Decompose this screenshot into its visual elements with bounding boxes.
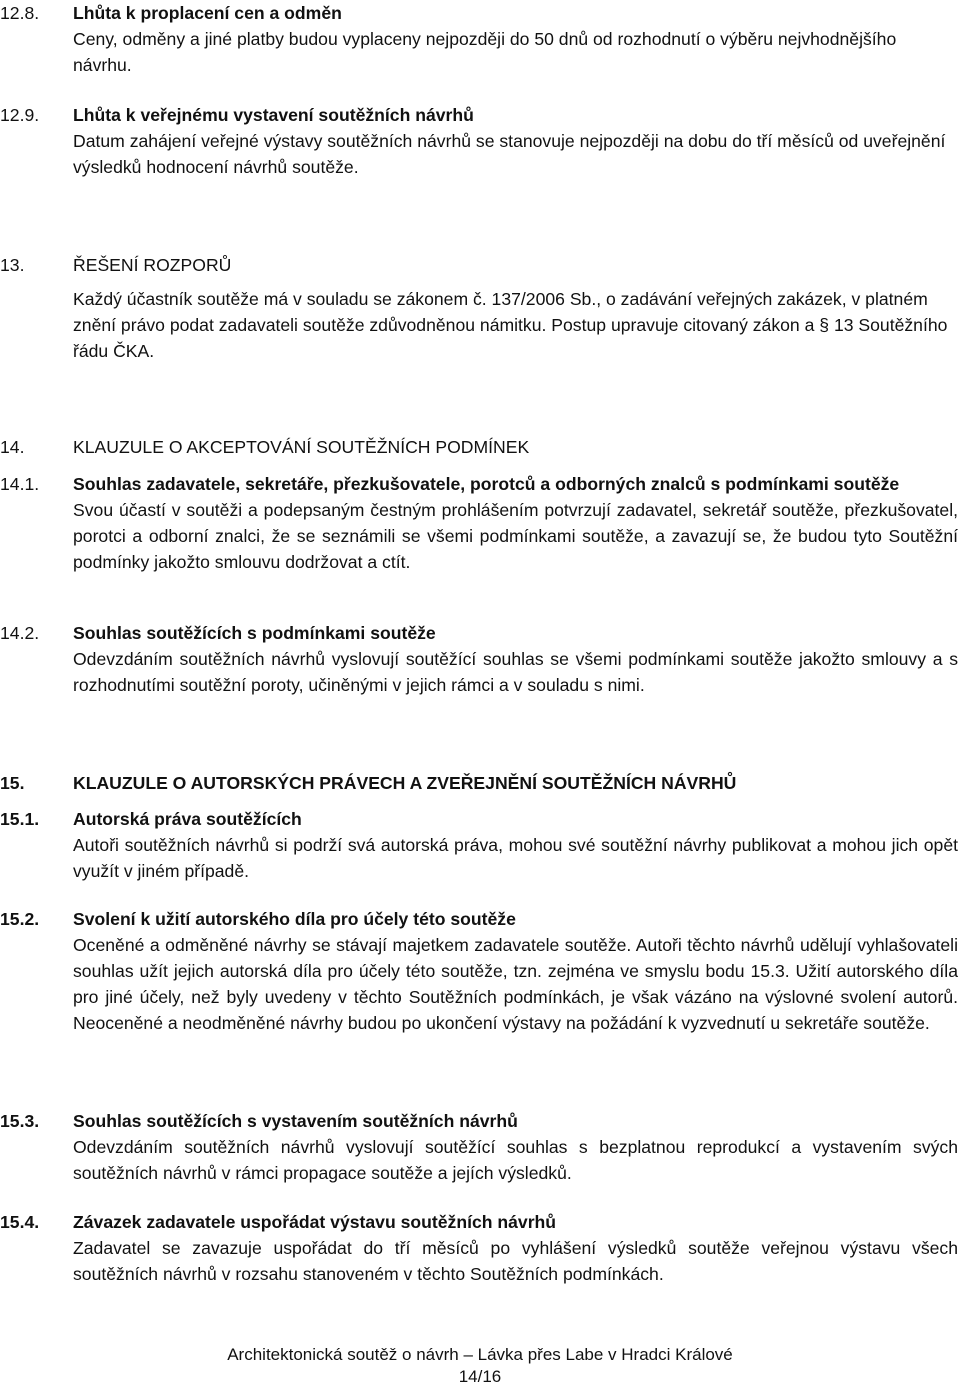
page-number-wrap (0, 1364, 960, 1390)
section-number: 12.9. (0, 105, 40, 125)
section-title: Svolení k užití autorského díla pro účely této soutěže (73, 909, 516, 929)
section-12-9 (0, 102, 960, 180)
section-14-1 (0, 471, 960, 575)
section-15-1 (0, 806, 960, 884)
section-number: 14.1. (0, 474, 40, 494)
section-text: Každý účastník soutěže má v souladu se zákonem č. 137/2006 Sb., o zadávání veřejných zakázek, v platném znění právo podat zadavateli soutěže zdůvodněnou námitku. Postup upravuje citovaný zákon a § 13 Soutěžního řádu ČKA. (73, 289, 948, 361)
section-text: Ceny, odměny a jiné platby budou vyplaceny nejpozději do 50 dnů od rozhodnutí o výběru nejvhodnějšího návrhu. (73, 29, 897, 75)
section-15 (0, 770, 960, 796)
section-title: Závazek zadavatele uspořádat výstavu soutěžních návrhů (73, 1212, 557, 1232)
section-number: 13. (0, 255, 25, 275)
section-text: Odevzdáním soutěžních návrhů vyslovují soutěžící souhlas s bezplatnou reprodukcí a vystavením svých soutěžních návrhů v rámci propagace soutěže a jejích výsledků. (73, 1137, 958, 1183)
section-text: Oceněné a odměněné návrhy se stávají majetkem zadavatele soutěže. Autoři těchto návrhů udělují vyhlašovateli souhlas užít jejich autorská díla pro účely této soutěže, tzn. zejména ve smyslu bodu 15.3. Užití autorského díla pro jiné účely, než byly uvedeny v těchto Soutěžních podmínkách, je však vázáno na výslovné svolení autorů. Neoceněné a neodměněné návrhy budou po ukončení výstavy na požádání k vyzvednutí u sekretáře soutěže. (73, 935, 958, 1033)
section-title: Lhůta k proplacení cen a odměn (73, 3, 342, 23)
section-title: Autorská práva soutěžících (73, 809, 302, 829)
section-12-8 (0, 0, 960, 78)
section-15-3 (0, 1108, 960, 1186)
section-15-4 (0, 1209, 960, 1287)
section-title: Lhůta k veřejnému vystavení soutěžních návrhů (73, 105, 474, 125)
page-number: 14/16 (458, 1367, 502, 1386)
section-text: Svou účastí v soutěži a podepsaným čestným prohlášením potvrzují zadavatel, sekretář soutěže, přezkušovatel, porotci a odborní znalci, že se seznámili se všemi podmínkami soutěže, a zavazují se, že budou tyto Soutěžní podmínky jakožto smlouvu dodržovat a ctít. (73, 500, 958, 572)
section-15-2 (0, 906, 960, 1036)
section-number: 15.4. (0, 1212, 40, 1232)
section-title: Souhlas soutěžících s podmínkami soutěže (73, 623, 436, 643)
section-14 (0, 434, 960, 460)
section-text: Zadavatel se zavazuje uspořádat do tří měsíců po vyhlášení výsledků soutěže veřejnou výstavu všech soutěžních návrhů v rozsahu stanoveném v těchto Soutěžních podmínkách. (73, 1238, 958, 1284)
section-number: 15.3. (0, 1111, 40, 1131)
section-title: KLAUZULE O AUTORSKÝCH PRÁVECH A ZVEŘEJNĚNÍ SOUTĚŽNÍCH NÁVRHŮ (73, 773, 737, 793)
section-text: Odevzdáním soutěžních návrhů vyslovují soutěžící souhlas se všemi podmínkami soutěže jakožto smlouvy a s rozhodnutími soutěžní poroty, učiněnými v jejich rámci a v souladu s nimi. (73, 649, 958, 695)
section-title: Souhlas soutěžících s vystavením soutěžních návrhů (73, 1111, 518, 1131)
section-text: Autoři soutěžních návrhů si podrží svá autorská práva, mohou své soutěžní návrhy publikovat a mohou jich opět využít v jiném případě. (73, 835, 958, 881)
section-number: 14.2. (0, 623, 40, 643)
section-title: Souhlas zadavatele, sekretáře, přezkušovatele, porotců a odborných znalců s podmínkami soutěže (73, 474, 900, 494)
section-number: 12.8. (0, 3, 40, 23)
section-title: ŘEŠENÍ ROZPORŮ (73, 255, 232, 275)
footer-title: Architektonická soutěž o návrh – Lávka přes Labe v Hradci Králové (227, 1345, 733, 1364)
section-number: 14. (0, 437, 25, 457)
section-number: 15.2. (0, 909, 40, 929)
section-13 (0, 252, 960, 364)
section-14-2 (0, 620, 960, 698)
section-title: KLAUZULE O AKCEPTOVÁNÍ SOUTĚŽNÍCH PODMÍNEK (73, 437, 530, 457)
section-number: 15. (0, 773, 25, 793)
section-text: Datum zahájení veřejné výstavy soutěžních návrhů se stanovuje nejpozději na dobu do tří měsíců od uveřejnění výsledků hodnocení návrhů soutěže. (73, 131, 946, 177)
section-number: 15.1. (0, 809, 40, 829)
